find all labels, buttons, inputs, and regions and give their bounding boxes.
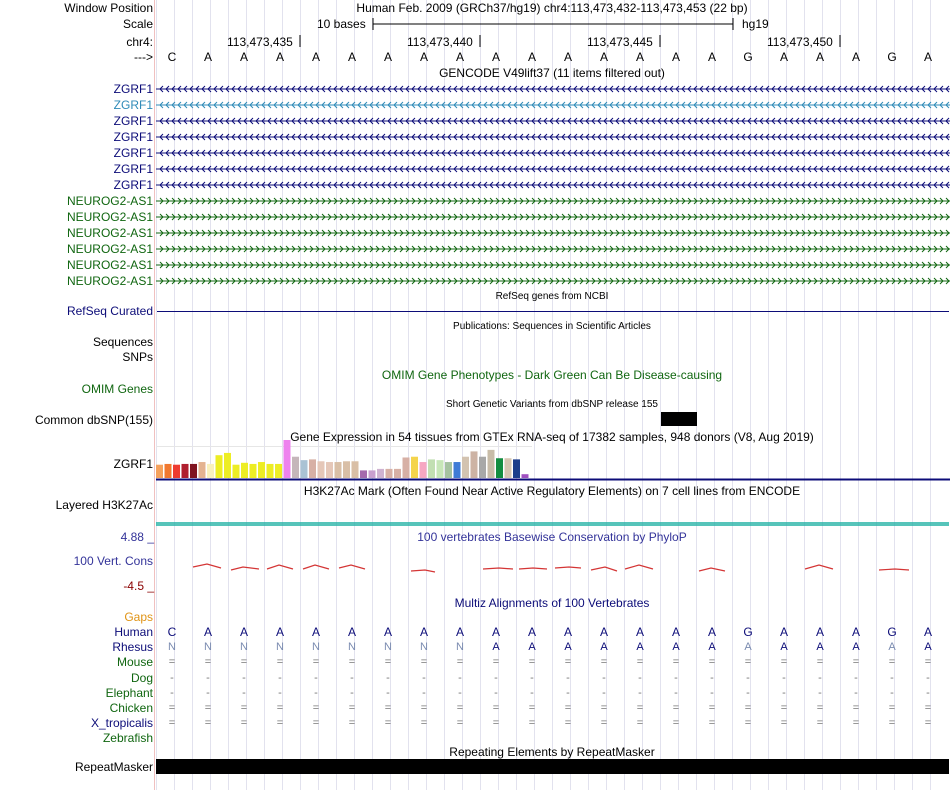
phylop-track-label[interactable]: 100 Vert. Cons — [73, 554, 153, 568]
gtex-tissue-bar[interactable] — [403, 457, 410, 478]
multiz-aligned-base: - — [314, 686, 318, 699]
gtex-tissue-bar[interactable] — [309, 459, 316, 478]
multiz-aligned-base: = — [312, 717, 320, 730]
multiz-aligned-base: - — [350, 671, 354, 684]
scale-text: 10 bases — [317, 17, 366, 31]
multiz-aligned-base: = — [240, 702, 248, 714]
gencode-transcript[interactable] — [156, 276, 950, 286]
multiz-aligned-base: A — [635, 625, 644, 639]
repeatmasker-track-title[interactable]: Repeating Elements by RepeatMasker — [449, 745, 655, 759]
multiz-aligned-base: = — [744, 656, 752, 669]
multiz-aligned-base: = — [384, 702, 392, 714]
refseq-gene-line[interactable] — [157, 311, 949, 312]
gtex-tissue-bar[interactable] — [479, 457, 486, 478]
multiz-aligned-base: = — [348, 717, 356, 730]
refseq-track-title[interactable]: RefSeq genes from NCBI — [495, 291, 609, 302]
gencode-gene-label[interactable]: NEUROG2-AS1 — [66, 258, 153, 272]
multiz-aligned-base: = — [600, 656, 608, 669]
gencode-gene-label[interactable]: ZGRF1 — [113, 98, 153, 112]
scale-label: Scale — [122, 17, 153, 31]
multiz-aligned-base: A — [311, 625, 320, 639]
multiz-aligned-base: - — [818, 686, 822, 699]
multiz-aligned-base: = — [492, 702, 500, 714]
omim-track-label[interactable]: OMIM Genes — [81, 382, 153, 396]
gtex-tissue-bar[interactable] — [326, 462, 333, 478]
gtex-tissue-bar[interactable] — [335, 462, 342, 478]
phylop-track-title[interactable]: 100 vertebrates Basewise Conservation by PhyloP — [417, 530, 687, 544]
multiz-aligned-base: - — [386, 686, 390, 699]
gtex-tissue-bar[interactable] — [199, 462, 206, 478]
gtex-tissue-bar[interactable] — [454, 462, 461, 478]
multiz-aligned-base: = — [276, 702, 284, 714]
multiz-aligned-base: - — [530, 686, 534, 699]
gtex-tissue-bar[interactable] — [360, 470, 367, 478]
phylop-min-label: -4.5 _ — [123, 579, 154, 593]
multiz-species-label[interactable]: Rhesus — [112, 640, 153, 655]
ruler-tick-label: 113,473,440 — [407, 35, 473, 49]
gtex-tissue-bar[interactable] — [250, 464, 257, 478]
multiz-aligned-base: = — [852, 656, 860, 669]
multiz-aligned-base: = — [168, 717, 176, 730]
multiz-aligned-base: - — [782, 671, 786, 684]
gtex-tissue-bar[interactable] — [182, 464, 189, 478]
multiz-species-label[interactable]: Mouse — [116, 655, 153, 670]
multiz-aligned-base: A — [527, 625, 536, 639]
h3k27ac-track-title[interactable]: H3K27Ac Mark (Often Found Near Active Regulatory Elements) on 7 cell lines from ENCODE — [303, 484, 801, 498]
multiz-aligned-base: N — [456, 641, 464, 654]
multiz-aligned-base: A — [744, 641, 752, 654]
gencode-transcript[interactable] — [156, 132, 950, 142]
multiz-aligned-base: - — [818, 671, 822, 684]
gtex-tissue-bar[interactable] — [207, 464, 214, 478]
gtex-tissue-bar[interactable] — [352, 461, 359, 478]
gtex-tissue-bar[interactable] — [216, 455, 223, 478]
multiz-aligned-base: = — [600, 702, 608, 714]
dna-base: A — [707, 50, 716, 64]
gtex-tissue-bar[interactable] — [173, 465, 180, 478]
gtex-tissue-bar[interactable] — [318, 461, 325, 478]
gencode-gene-label[interactable]: ZGRF1 — [113, 146, 153, 160]
multiz-aligned-base: - — [710, 686, 714, 699]
multiz-aligned-base: = — [924, 702, 932, 714]
gencode-gene-label[interactable]: ZGRF1 — [113, 114, 153, 128]
multiz-aligned-base: = — [816, 656, 824, 669]
gencode-transcript[interactable] — [156, 84, 950, 94]
gencode-transcript[interactable] — [156, 244, 950, 254]
gtex-tissue-bar[interactable] — [437, 460, 444, 478]
dna-base: A — [527, 50, 536, 64]
dna-base: G — [887, 50, 897, 64]
multiz-aligned-base: = — [204, 702, 212, 714]
multiz-aligned-base: = — [528, 656, 536, 669]
gtex-tissue-bar[interactable] — [275, 464, 282, 478]
multiz-aligned-base: - — [674, 686, 678, 699]
multiz-species-label[interactable]: Elephant — [105, 685, 153, 700]
multiz-aligned-base: - — [746, 686, 750, 699]
multiz-aligned-base: = — [708, 656, 716, 669]
multiz-aligned-base: = — [276, 717, 284, 730]
dna-base: A — [599, 50, 608, 64]
multiz-aligned-base: = — [312, 702, 320, 714]
multiz-aligned-base: A — [239, 625, 248, 639]
multiz-aligned-base: A — [780, 641, 788, 654]
multiz-aligned-base: - — [602, 686, 606, 699]
gtex-tissue-bar[interactable] — [394, 469, 401, 478]
multiz-aligned-base: - — [314, 671, 318, 684]
multiz-aligned-base: A — [636, 641, 644, 654]
window-position-label: Window Position — [64, 1, 153, 15]
multiz-aligned-base: - — [890, 671, 894, 684]
multiz-aligned-base: = — [528, 717, 536, 730]
multiz-aligned-base: = — [456, 702, 464, 714]
multiz-aligned-base: N — [312, 641, 320, 654]
gencode-gene-label[interactable]: NEUROG2-AS1 — [66, 194, 153, 208]
multiz-aligned-base: = — [420, 702, 428, 714]
multiz-aligned-base: A — [564, 641, 572, 654]
repeatmasker-element[interactable] — [156, 759, 949, 774]
multiz-aligned-base: = — [204, 656, 212, 669]
multiz-aligned-base: - — [494, 686, 498, 699]
multiz-aligned-base: G — [743, 625, 753, 639]
multiz-aligned-base: = — [780, 656, 788, 669]
multiz-aligned-base: - — [566, 686, 570, 699]
multiz-aligned-base: = — [312, 656, 320, 669]
gtex-tissue-bar[interactable] — [428, 459, 435, 478]
multiz-aligned-base: A — [779, 625, 788, 639]
gtex-tissue-bar[interactable] — [420, 462, 427, 478]
multiz-aligned-base: = — [420, 656, 428, 669]
multiz-aligned-base: - — [854, 671, 858, 684]
multiz-aligned-base: = — [780, 717, 788, 730]
gtex-tissue-bar[interactable] — [462, 457, 469, 478]
multiz-aligned-base: = — [240, 717, 248, 730]
multiz-aligned-base: - — [926, 671, 930, 684]
multiz-aligned-base: = — [384, 717, 392, 730]
h3k27ac-signal-band[interactable] — [156, 522, 949, 526]
multiz-track-title[interactable]: Multiz Alignments of 100 Vertebrates — [454, 596, 650, 610]
multiz-aligned-base: A — [672, 641, 680, 654]
gtex-tissue-bar[interactable] — [190, 464, 197, 478]
multiz-aligned-base: = — [888, 656, 896, 669]
multiz-aligned-base: = — [888, 717, 896, 730]
multiz-aligned-base: N — [420, 641, 428, 654]
gtex-tissue-bar[interactable] — [505, 458, 512, 478]
multiz-aligned-base: G — [887, 625, 897, 639]
dna-base: A — [815, 50, 824, 64]
multiz-aligned-base: - — [422, 686, 426, 699]
multiz-aligned-base: = — [924, 717, 932, 730]
h3k27ac-track-label[interactable]: Layered H3K27Ac — [55, 498, 153, 512]
multiz-aligned-base: - — [170, 686, 174, 699]
multiz-aligned-base: - — [206, 686, 210, 699]
dna-base: A — [563, 50, 572, 64]
dna-base: C — [167, 50, 177, 64]
gtex-tissue-bar[interactable] — [224, 453, 231, 478]
multiz-aligned-base: N — [168, 641, 176, 654]
dbsnp-track-label[interactable]: Common dbSNP(155) — [34, 413, 153, 427]
dna-base: A — [275, 50, 284, 64]
multiz-aligned-base: - — [566, 671, 570, 684]
gencode-transcript[interactable] — [156, 228, 950, 238]
gtex-tissue-bar[interactable] — [369, 470, 376, 478]
dna-base: A — [851, 50, 860, 64]
multiz-aligned-base: = — [456, 656, 464, 669]
gtex-tissue-bar[interactable] — [513, 459, 520, 478]
multiz-aligned-base: = — [564, 702, 572, 714]
gencode-track-title[interactable]: GENCODE V49lift37 (11 items filtered out) — [439, 66, 665, 80]
multiz-aligned-base: - — [494, 671, 498, 684]
multiz-aligned-base: = — [600, 717, 608, 730]
multiz-aligned-base: = — [636, 656, 644, 669]
gtex-tissue-bar[interactable] — [386, 469, 393, 478]
gtex-tissue-bar[interactable] — [258, 462, 265, 478]
multiz-aligned-base: = — [204, 717, 212, 730]
multiz-aligned-base: = — [276, 656, 284, 669]
multiz-aligned-base: = — [852, 717, 860, 730]
multiz-aligned-base: A — [528, 641, 536, 654]
multiz-aligned-base: = — [384, 656, 392, 669]
multiz-aligned-base: = — [672, 656, 680, 669]
multiz-aligned-base: = — [348, 656, 356, 669]
assembly-label: hg19 — [742, 17, 769, 31]
gtex-tissue-bar[interactable] — [156, 465, 163, 478]
omim-track-title[interactable]: OMIM Gene Phenotypes - Dark Green Can Be Disease-causing — [381, 368, 723, 382]
multiz-aligned-base: N — [240, 641, 248, 654]
multiz-aligned-base: = — [168, 702, 176, 714]
gencode-transcript[interactable] — [156, 164, 950, 174]
gencode-gene-label[interactable]: ZGRF1 — [113, 162, 153, 176]
sequences-track-label[interactable]: Sequences — [92, 335, 153, 349]
multiz-aligned-base: A — [708, 641, 716, 654]
multiz-aligned-base: A — [419, 625, 428, 639]
multiz-aligned-base: - — [854, 686, 858, 699]
scale-bar — [370, 17, 740, 31]
multiz-aligned-base: A — [888, 641, 896, 654]
multiz-aligned-base: = — [816, 702, 824, 714]
multiz-aligned-base: = — [708, 702, 716, 714]
dna-base: A — [347, 50, 356, 64]
multiz-aligned-base: = — [672, 717, 680, 730]
multiz-aligned-base: - — [422, 671, 426, 684]
multiz-aligned-base: - — [782, 686, 786, 699]
gtex-tissue-bar[interactable] — [301, 460, 308, 478]
phylop-max-label: 4.88 _ — [120, 530, 154, 544]
multiz-aligned-base: N — [348, 641, 356, 654]
multiz-aligned-base: N — [384, 641, 392, 654]
gtex-tissue-bar[interactable] — [496, 458, 503, 478]
dna-base: G — [743, 50, 753, 64]
multiz-aligned-base: = — [744, 717, 752, 730]
multiz-aligned-base: A — [924, 641, 932, 654]
gencode-transcript[interactable] — [156, 148, 950, 158]
multiz-aligned-base: = — [816, 717, 824, 730]
multiz-aligned-base: - — [170, 671, 174, 684]
multiz-aligned-base: = — [456, 717, 464, 730]
multiz-species-label[interactable]: Dog — [130, 670, 153, 685]
gtex-track-label[interactable]: ZGRF1 — [113, 457, 153, 471]
multiz-aligned-base: A — [491, 625, 500, 639]
gtex-track-title[interactable]: Gene Expression in 54 tissues from GTEx RNA-seq of 17382 samples, 948 donors (V8, Aug 2019) — [290, 430, 814, 444]
dbsnp-variant-block[interactable] — [661, 412, 697, 426]
gtex-tissue-bar[interactable] — [343, 461, 350, 478]
multiz-aligned-base: = — [744, 702, 752, 714]
multiz-aligned-base: A — [203, 625, 212, 639]
multiz-aligned-base: - — [638, 686, 642, 699]
gencode-transcript[interactable] — [156, 100, 950, 110]
dna-base: A — [311, 50, 320, 64]
dna-base: A — [923, 50, 932, 64]
multiz-aligned-base: A — [707, 625, 716, 639]
strand-label: ---> — [134, 50, 153, 64]
multiz-aligned-base: - — [386, 671, 390, 684]
multiz-aligned-base: A — [347, 625, 356, 639]
dna-base: A — [203, 50, 212, 64]
gtex-tissue-bar[interactable] — [165, 464, 172, 478]
multiz-aligned-base: = — [168, 656, 176, 669]
multiz-aligned-base: - — [458, 671, 462, 684]
multiz-aligned-base: - — [890, 686, 894, 699]
dna-base: A — [491, 50, 500, 64]
chrom-label: chr4: — [126, 35, 153, 49]
gtex-tissue-bar[interactable] — [411, 457, 418, 478]
gencode-gene-label[interactable]: NEUROG2-AS1 — [66, 226, 153, 240]
multiz-aligned-base: = — [636, 717, 644, 730]
gencode-transcript[interactable] — [156, 196, 950, 206]
gencode-gene-label[interactable]: ZGRF1 — [113, 178, 153, 192]
ruler-ticks — [0, 34, 950, 48]
multiz-aligned-base: A — [923, 625, 932, 639]
ruler-tick-label: 113,473,450 — [767, 35, 833, 49]
gtex-tissue-bar[interactable] — [522, 474, 529, 478]
multiz-species-label[interactable]: X_tropicalis — [90, 716, 153, 731]
multiz-aligned-base: = — [672, 702, 680, 714]
gtex-tissue-bar[interactable] — [267, 464, 274, 478]
dna-base: A — [671, 50, 680, 64]
gencode-transcript[interactable] — [156, 116, 950, 126]
gtex-tissue-bar[interactable] — [488, 450, 495, 478]
multiz-aligned-base: = — [636, 702, 644, 714]
multiz-aligned-base: = — [564, 717, 572, 730]
multiz-aligned-base: A — [455, 625, 464, 639]
multiz-aligned-base: = — [924, 656, 932, 669]
multiz-aligned-base: A — [383, 625, 392, 639]
multiz-aligned-base: - — [638, 671, 642, 684]
publications-track-title[interactable]: Publications: Sequences in Scientific Articles — [453, 321, 651, 332]
multiz-aligned-base: A — [600, 641, 608, 654]
multiz-aligned-base: - — [242, 686, 246, 699]
multiz-aligned-base: = — [708, 717, 716, 730]
window-position-text: Human Feb. 2009 (GRCh37/hg19) chr4:113,473,432-113,473,453 (22 bp) — [356, 1, 748, 15]
dna-base: A — [239, 50, 248, 64]
gtex-tissue-bar[interactable] — [292, 457, 299, 478]
multiz-aligned-base: - — [242, 671, 246, 684]
multiz-aligned-base: = — [780, 702, 788, 714]
dbsnp-track-title[interactable]: Short Genetic Variants from dbSNP release 155 — [446, 399, 658, 410]
gtex-tissue-bar[interactable] — [284, 440, 291, 478]
phylop-signal[interactable] — [155, 555, 950, 577]
gencode-gene-label[interactable]: ZGRF1 — [113, 82, 153, 96]
multiz-species-label[interactable]: Zebrafish — [102, 731, 153, 746]
dna-base: A — [779, 50, 788, 64]
multiz-species-label[interactable]: Chicken — [109, 701, 153, 715]
gencode-gene-label[interactable]: NEUROG2-AS1 — [66, 242, 153, 256]
multiz-aligned-base: = — [240, 656, 248, 669]
multiz-aligned-base: = — [348, 702, 356, 714]
multiz-aligned-base: - — [350, 686, 354, 699]
multiz-aligned-base: = — [852, 702, 860, 714]
multiz-aligned-base: A — [851, 625, 860, 639]
gencode-gene-label[interactable]: ZGRF1 — [113, 130, 153, 144]
multiz-aligned-base: A — [671, 625, 680, 639]
multiz-aligned-base: = — [564, 656, 572, 669]
multiz-aligned-base: A — [599, 625, 608, 639]
multiz-aligned-base: A — [816, 641, 824, 654]
multiz-aligned-base: A — [275, 625, 284, 639]
ruler-tick-label: 113,473,435 — [227, 35, 293, 49]
gaps-track-label[interactable]: Gaps — [124, 610, 153, 624]
multiz-aligned-base: - — [530, 671, 534, 684]
multiz-aligned-base: - — [746, 671, 750, 684]
multiz-species-label[interactable]: Human — [114, 625, 153, 639]
multiz-aligned-base: N — [204, 641, 212, 654]
gencode-gene-label[interactable]: NEUROG2-AS1 — [66, 274, 153, 288]
dna-base: A — [635, 50, 644, 64]
gencode-gene-label[interactable]: NEUROG2-AS1 — [66, 210, 153, 224]
ruler-tick-label: 113,473,445 — [587, 35, 653, 49]
dna-base: A — [419, 50, 428, 64]
gencode-transcript[interactable] — [156, 260, 950, 270]
multiz-aligned-base: = — [420, 717, 428, 730]
repeatmasker-track-label[interactable]: RepeatMasker — [74, 760, 153, 774]
multiz-aligned-base: - — [278, 671, 282, 684]
gtex-tissue-bar[interactable] — [445, 462, 452, 478]
multiz-aligned-base: - — [926, 686, 930, 699]
dna-base: A — [455, 50, 464, 64]
multiz-aligned-base: - — [674, 671, 678, 684]
multiz-aligned-base: A — [492, 641, 500, 654]
multiz-aligned-base: = — [528, 702, 536, 714]
multiz-aligned-base: - — [278, 686, 282, 699]
multiz-aligned-base: A — [815, 625, 824, 639]
gencode-transcript[interactable] — [156, 180, 950, 190]
refseq-track-label[interactable]: RefSeq Curated — [66, 304, 153, 318]
multiz-aligned-base: = — [492, 717, 500, 730]
snps-track-label[interactable]: SNPs — [122, 350, 153, 364]
gtex-bar-chart[interactable] — [155, 440, 950, 484]
multiz-aligned-base: N — [276, 641, 284, 654]
multiz-aligned-base: - — [458, 686, 462, 699]
gtex-tissue-bar[interactable] — [241, 463, 248, 478]
multiz-aligned-base: A — [563, 625, 572, 639]
gtex-tissue-bar[interactable] — [377, 469, 384, 478]
multiz-aligned-base: - — [710, 671, 714, 684]
multiz-aligned-base: = — [888, 702, 896, 714]
multiz-aligned-base: C — [167, 625, 177, 639]
multiz-aligned-base: A — [852, 641, 860, 654]
gtex-tissue-bar[interactable] — [471, 451, 478, 478]
multiz-aligned-base: - — [206, 671, 210, 684]
gtex-tissue-bar[interactable] — [233, 465, 240, 478]
gencode-transcript[interactable] — [156, 212, 950, 222]
dna-base: A — [383, 50, 392, 64]
multiz-aligned-base: = — [492, 656, 500, 669]
multiz-aligned-base: - — [602, 671, 606, 684]
